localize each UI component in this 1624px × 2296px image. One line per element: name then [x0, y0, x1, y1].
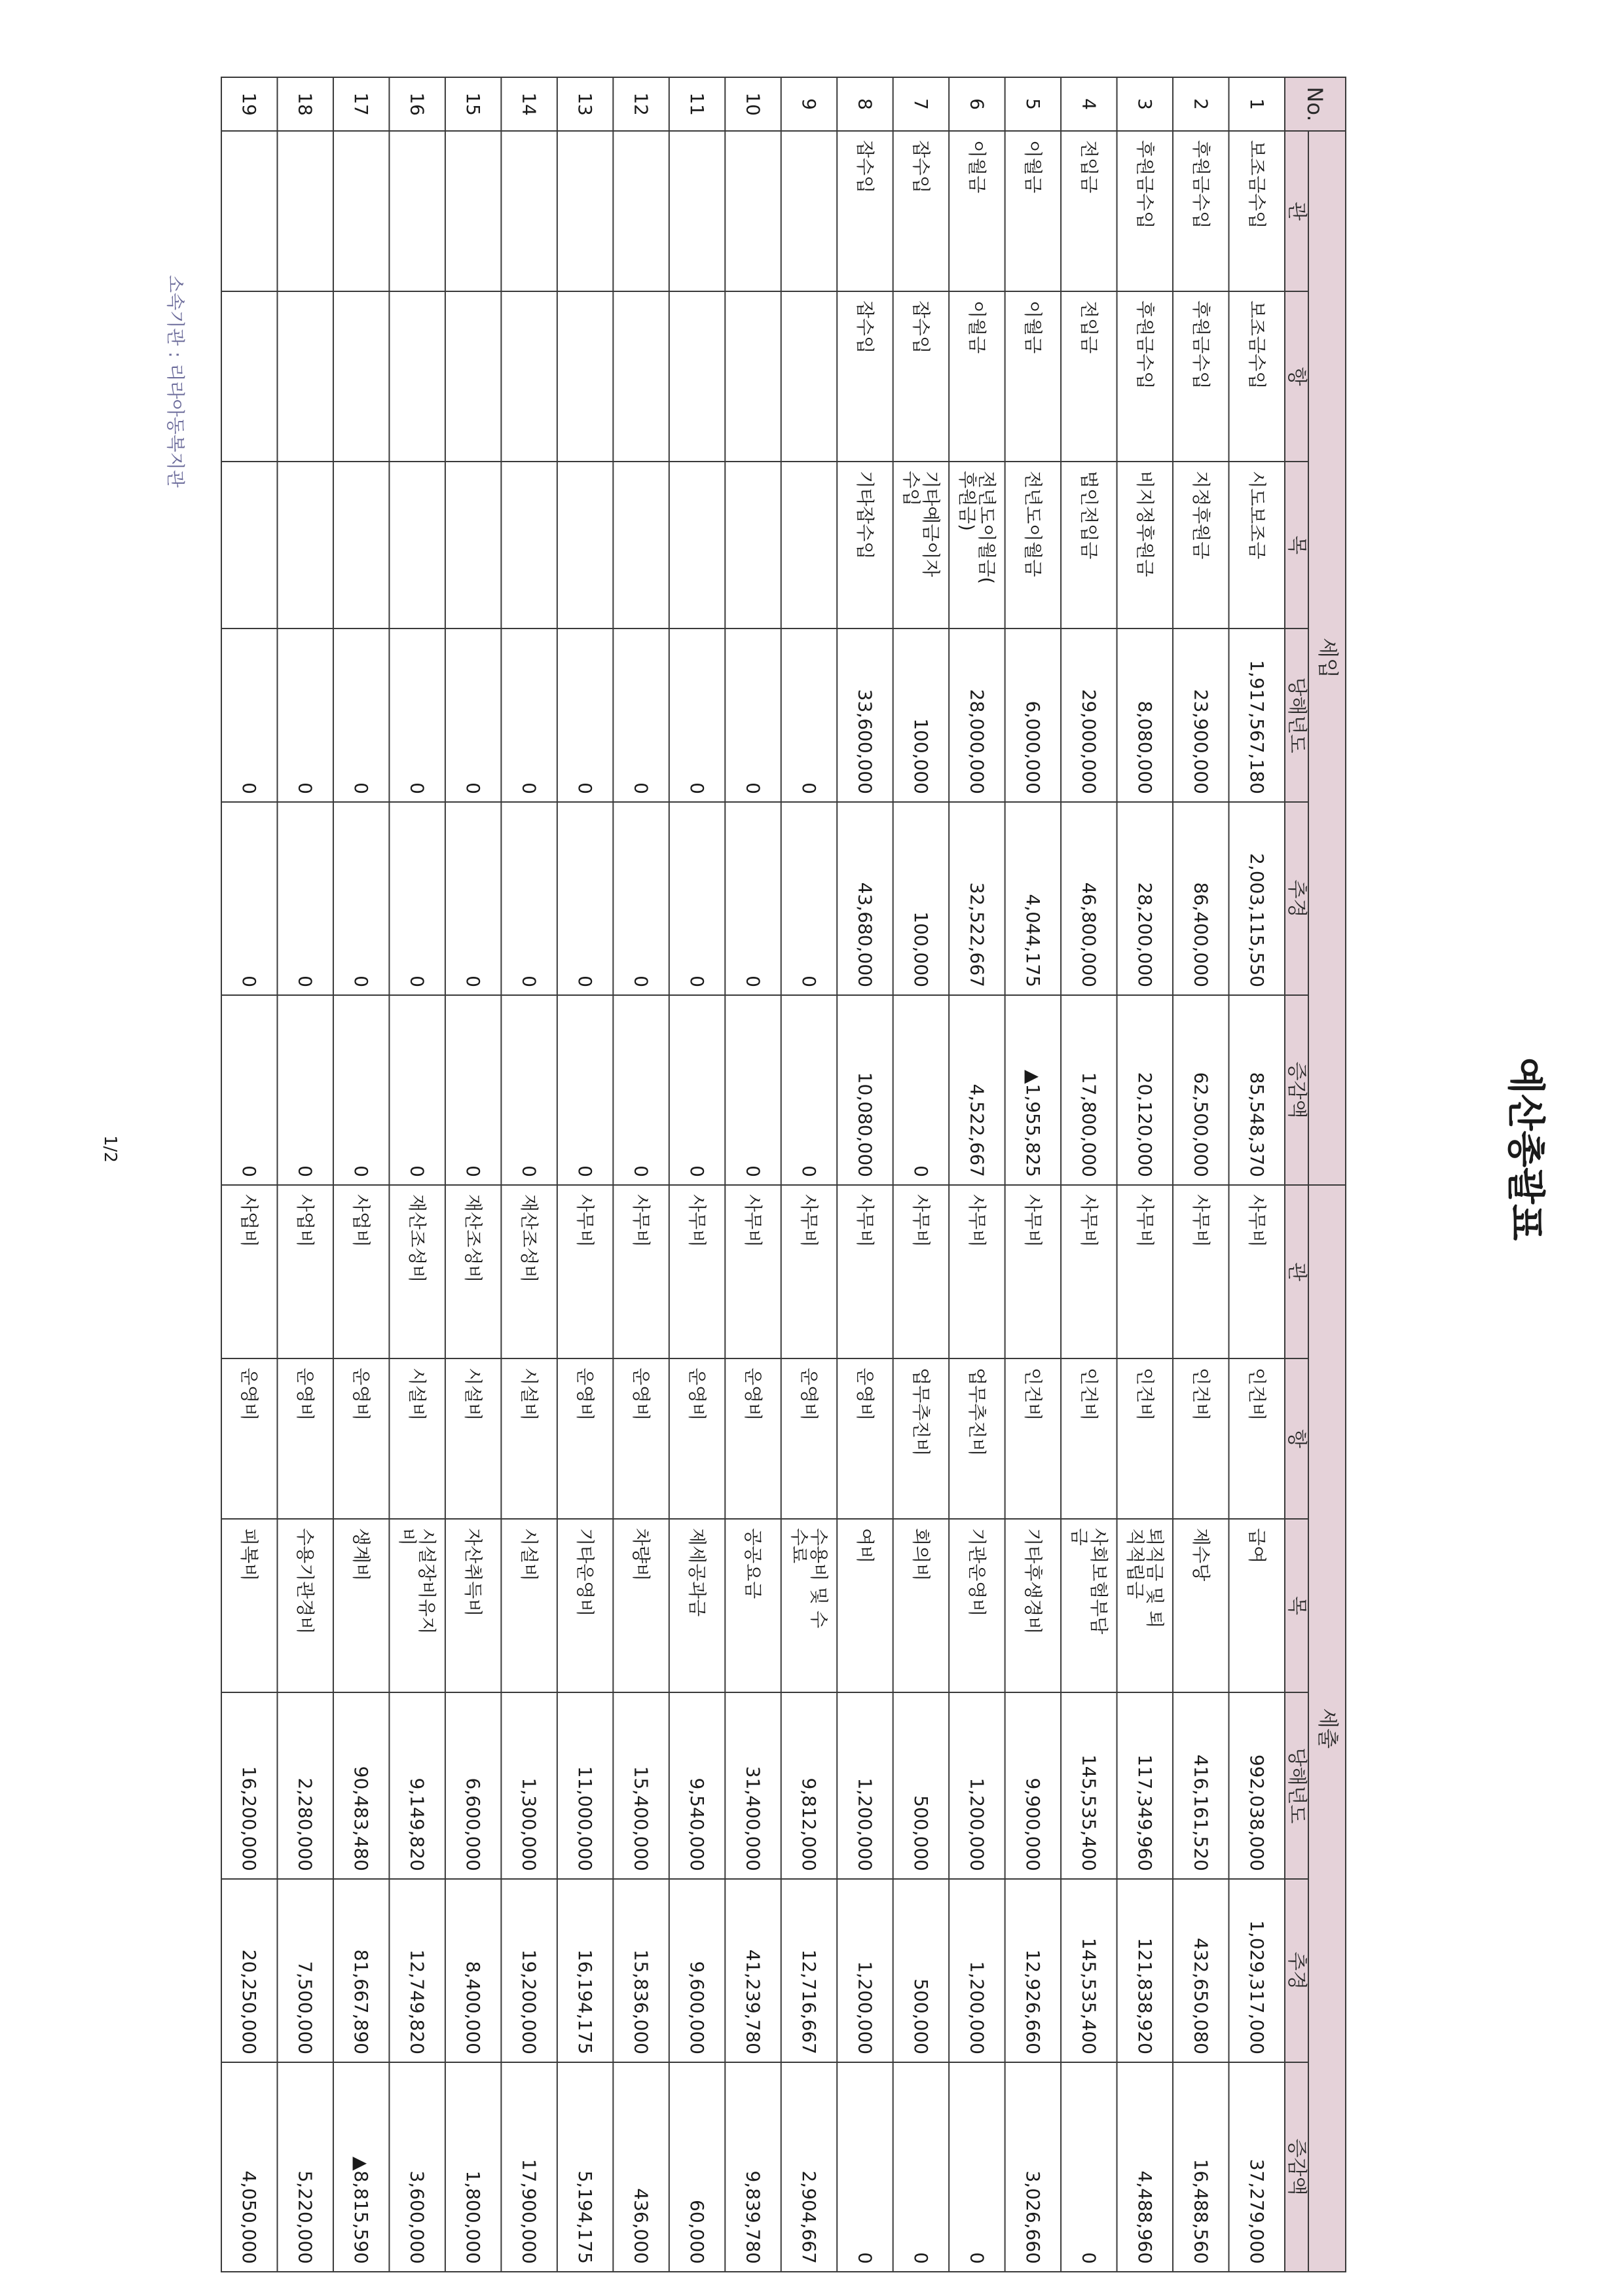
cell-in_sup: 0 — [686, 975, 709, 987]
header-expense-col: 관 — [1285, 1262, 1308, 1281]
row-number: 19 — [238, 92, 261, 116]
row-number: 9 — [798, 98, 820, 110]
cell-ex_gwan: 사업비 — [238, 1194, 261, 1248]
cell-in_mok: 후원금) — [956, 471, 978, 532]
cell-ex_hang: 인건비 — [1022, 1368, 1044, 1421]
cell-in_diff: 17,800,000 — [1078, 1072, 1100, 1177]
cell-ex_gwan: 재산조성비 — [462, 1194, 485, 1283]
cell-ex_mok: 비 — [396, 1528, 418, 1546]
cell-ex_cur: 9,540,000 — [686, 1777, 709, 1871]
row-number: 15 — [462, 92, 485, 116]
cell-in_hang: 보조금수입 — [1246, 301, 1268, 390]
table-row — [238, 92, 260, 2264]
cell-in_diff: 0 — [910, 1165, 932, 1177]
cell-in_gwan: 잡수입 — [854, 140, 876, 194]
cell-ex_hang: 운영비 — [294, 1368, 316, 1421]
cell-ex_cur: 117,349,960 — [1134, 1754, 1156, 1871]
header-expense-col: 항 — [1285, 1429, 1308, 1448]
cell-ex_gwan: 사무비 — [1022, 1194, 1044, 1248]
table-row — [1190, 98, 1211, 2264]
row-number: 16 — [406, 92, 428, 116]
cell-in_gwan: 잡수입 — [910, 140, 932, 194]
table-row — [1022, 98, 1044, 2264]
cell-in_cur: 100,000 — [910, 718, 932, 794]
table-row — [462, 92, 484, 2264]
cell-ex_mok: 수용기관경비 — [294, 1528, 316, 1635]
table-row — [631, 92, 652, 2264]
cell-in_gwan: 전입금 — [1078, 140, 1100, 194]
cell-in_hang: 후원금수입 — [1134, 301, 1156, 390]
cell-ex_sup: 1,200,000 — [966, 1961, 988, 2054]
cell-ex_diff: 4,488,960 — [1134, 2170, 1156, 2264]
cell-in_gwan: 후원금수입 — [1134, 140, 1156, 229]
cell-ex_mok: 제수당 — [1190, 1528, 1212, 1582]
cell-in_sup: 32,522,667 — [966, 882, 988, 987]
cell-ex_cur: 1,200,000 — [854, 1777, 876, 1871]
cell-ex_mok: 생계비 — [350, 1528, 373, 1582]
cell-in_cur: 28,000,000 — [966, 689, 988, 794]
cell-ex_mok: 급여 — [1246, 1528, 1268, 1564]
row-number: 6 — [966, 98, 988, 110]
cell-in_cur: 23,900,000 — [1190, 689, 1212, 794]
row-number: 11 — [686, 92, 709, 116]
cell-in_diff: 0 — [798, 1165, 820, 1177]
cell-ex_sup: 432,650,080 — [1190, 1937, 1212, 2054]
cell-in_cur: 0 — [406, 782, 428, 794]
cell-ex_gwan: 재산조성비 — [406, 1194, 428, 1283]
cell-ex_mok: 차량비 — [630, 1528, 652, 1582]
cell-ex_diff: 0 — [910, 2252, 932, 2264]
table-row — [788, 98, 830, 2264]
cell-in_diff: ▲1,955,825 — [1022, 1069, 1044, 1177]
cell-ex_hang: 운영비 — [686, 1368, 709, 1421]
cell-in_sup: 0 — [350, 975, 373, 987]
cell-in_sup: 0 — [294, 975, 316, 987]
cell-in_cur: 8,080,000 — [1134, 701, 1156, 794]
cell-ex_gwan: 사무비 — [742, 1194, 764, 1248]
cell-ex_hang: 업무추진비 — [910, 1368, 932, 1457]
cell-ex_gwan: 사무비 — [1190, 1194, 1212, 1248]
table-row — [686, 92, 708, 2264]
cell-in_mok: 수입 — [900, 471, 922, 507]
cell-in_mok: 전년도이월금 — [1022, 471, 1044, 577]
cell-in_cur: 0 — [574, 782, 597, 794]
row-number: 18 — [294, 92, 316, 116]
cell-in_cur: 33,600,000 — [854, 689, 876, 794]
cell-ex_cur: 31,400,000 — [742, 1766, 764, 1871]
row-number: 5 — [1022, 98, 1044, 110]
cell-ex_hang: 운영비 — [630, 1368, 652, 1421]
cell-in_hang: 이월금 — [966, 301, 988, 354]
cell-ex_cur: 9,149,820 — [406, 1777, 428, 1871]
cell-ex_sup: 12,926,660 — [1022, 1949, 1044, 2054]
cell-ex_cur: 90,483,480 — [350, 1766, 373, 1871]
cell-ex_cur: 15,400,000 — [630, 1766, 652, 1871]
cell-in_sup: 46,800,000 — [1078, 882, 1100, 987]
cell-ex_gwan: 사무비 — [1246, 1194, 1268, 1248]
header-expense-col: 목 — [1285, 1596, 1308, 1615]
cell-ex_mok: 퇴직금 및 퇴 — [1143, 1528, 1166, 1629]
cell-ex_hang: 인건비 — [1078, 1368, 1100, 1421]
header-no: No. — [1302, 86, 1327, 122]
cell-in_cur: 0 — [798, 782, 820, 794]
cell-in_sup: 4,044,175 — [1022, 894, 1044, 987]
cell-ex_hang: 인건비 — [1190, 1368, 1212, 1421]
row-number: 4 — [1078, 98, 1100, 110]
cell-ex_diff: 0 — [966, 2252, 988, 2264]
cell-ex_cur: 16,200,000 — [238, 1766, 261, 1871]
cell-in_cur: 0 — [686, 782, 709, 794]
cell-ex_gwan: 사무비 — [798, 1194, 820, 1248]
cell-ex_sup: 15,836,000 — [630, 1949, 652, 2054]
cell-ex_cur: 6,600,000 — [462, 1777, 485, 1871]
cell-in_mok: 지정후원금 — [1190, 471, 1212, 560]
header-income-col: 당해년도 — [1285, 677, 1308, 754]
cell-in_cur: 6,000,000 — [1022, 701, 1044, 794]
cell-ex_hang: 인건비 — [1134, 1368, 1156, 1421]
cell-ex_gwan: 사업비 — [350, 1194, 373, 1248]
cell-ex_cur: 145,535,400 — [1078, 1754, 1100, 1871]
cell-in_cur: 0 — [350, 782, 373, 794]
cell-ex_gwan: 재산조성비 — [518, 1194, 540, 1283]
cell-ex_mok: 공공요금 — [742, 1528, 764, 1599]
cell-in_diff: 20,120,000 — [1134, 1072, 1156, 1177]
cell-in_mok: 시도보조금 — [1246, 471, 1268, 560]
header-income-col: 목 — [1285, 536, 1308, 555]
cell-in_hang: 후원금수입 — [1190, 301, 1212, 390]
cell-in_gwan: 후원금수입 — [1190, 140, 1212, 229]
cell-in_hang: 이월금 — [1022, 301, 1044, 354]
row-number: 12 — [630, 92, 652, 116]
cell-ex_diff: 60,000 — [686, 2200, 709, 2264]
cell-ex_diff: 1,800,000 — [462, 2170, 485, 2264]
table-row — [519, 92, 540, 2264]
cell-in_mok: 전년도이월금( — [976, 471, 998, 585]
cell-in_gwan: 보조금수입 — [1246, 140, 1268, 229]
cell-in_sup: 0 — [462, 975, 485, 987]
table-row — [574, 92, 596, 2264]
cell-ex_mok: 사회보험부담 — [1088, 1528, 1110, 1635]
cell-in_sup: 0 — [406, 975, 428, 987]
cell-in_sup: 0 — [798, 975, 820, 987]
cell-ex_sup: 9,600,000 — [686, 1961, 709, 2054]
cell-in_diff: 0 — [518, 1165, 540, 1177]
header-income-group: 세입 — [1316, 638, 1340, 678]
cell-ex_mok: 기타후생경비 — [1022, 1528, 1044, 1635]
cell-in_cur: 0 — [294, 782, 316, 794]
table-row — [1124, 98, 1166, 2264]
header-band — [1285, 77, 1346, 2272]
header-income-col: 증감액 — [1285, 1061, 1308, 1119]
cell-ex_mok: 회의비 — [910, 1528, 932, 1582]
cell-ex_diff: 9,839,780 — [742, 2170, 764, 2264]
cell-in_mok: 기타예금이자 — [919, 471, 942, 577]
cell-in_diff: 0 — [294, 1165, 316, 1177]
cell-in_sup: 2,003,115,550 — [1246, 853, 1268, 987]
row-number: 3 — [1134, 98, 1156, 110]
cell-in_sup: 0 — [742, 975, 764, 987]
cell-in_diff: 0 — [630, 1165, 652, 1177]
cell-ex_gwan: 사무비 — [1078, 1194, 1100, 1248]
cell-ex_sup: 500,000 — [910, 1978, 932, 2054]
cell-in_diff: 85,548,370 — [1246, 1072, 1268, 1177]
header-income-col: 추경 — [1285, 879, 1308, 918]
cell-in_mok: 기타잡수입 — [854, 471, 876, 560]
cell-in_sup: 0 — [574, 975, 597, 987]
cell-in_diff: 0 — [462, 1165, 485, 1177]
cell-ex_gwan: 사무비 — [686, 1194, 709, 1248]
cell-in_cur: 1,917,567,180 — [1246, 660, 1268, 794]
cell-in_diff: 10,080,000 — [854, 1072, 876, 1177]
cell-in_sup: 0 — [630, 975, 652, 987]
cell-ex_sup: 20,250,000 — [238, 1949, 261, 2054]
cell-ex_mok: 시설비 — [518, 1528, 540, 1582]
page-number: 1/2 — [100, 1135, 120, 1163]
cell-ex_mok: 피복비 — [238, 1528, 261, 1582]
cell-ex_cur: 2,280,000 — [294, 1777, 316, 1871]
cell-ex_hang: 시설비 — [462, 1368, 485, 1421]
cell-ex_hang: 업무추진비 — [966, 1368, 988, 1457]
table-row — [854, 98, 876, 2264]
table-row — [1068, 98, 1109, 2264]
cell-ex_sup: 12,749,820 — [406, 1949, 428, 2054]
table-row — [743, 92, 764, 2264]
cell-in_diff: 0 — [238, 1165, 261, 1177]
cell-in_hang: 잡수입 — [910, 301, 932, 354]
cell-ex_mok: 자산취득비 — [462, 1528, 485, 1617]
cell-ex_cur: 992,038,000 — [1246, 1754, 1268, 1871]
cell-ex_cur: 1,300,000 — [518, 1777, 540, 1871]
table-row — [900, 98, 942, 2264]
cell-ex_gwan: 사무비 — [1134, 1194, 1156, 1248]
cell-ex_mok: 여비 — [854, 1528, 876, 1564]
row-number: 10 — [742, 92, 764, 116]
table-row — [295, 92, 316, 2264]
cell-in_diff: 4,522,667 — [966, 1084, 988, 1177]
cell-in_sup: 86,400,000 — [1190, 882, 1212, 987]
cell-ex_diff: 17,900,000 — [518, 2159, 540, 2264]
header-income-col: 항 — [1285, 367, 1308, 386]
cell-ex_diff: 5,194,175 — [574, 2170, 597, 2264]
cell-ex_diff: 3,600,000 — [406, 2170, 428, 2264]
cell-in_diff: 62,500,000 — [1190, 1072, 1212, 1177]
cell-ex_mok: 직적립금 — [1124, 1528, 1146, 1599]
cell-ex_hang: 운영비 — [574, 1368, 597, 1421]
cell-in_sup: 0 — [518, 975, 540, 987]
footer-agency: 소속기관 : 리라아동복지관 — [164, 275, 187, 488]
cell-in_cur: 0 — [742, 782, 764, 794]
cell-ex_diff: 4,050,000 — [238, 2170, 261, 2264]
header-expense-col: 당해년도 — [1285, 1747, 1308, 1824]
table-border — [221, 77, 1346, 2272]
cell-ex_diff: ▲8,815,590 — [350, 2156, 373, 2264]
cell-in_mok: 비지정후원금 — [1134, 471, 1156, 577]
cell-ex_mok: 기타운영비 — [574, 1528, 597, 1617]
cell-ex_gwan: 사업비 — [294, 1194, 316, 1248]
cell-ex_sup: 121,838,920 — [1134, 1937, 1156, 2054]
cell-in_sup: 28,200,000 — [1134, 882, 1156, 987]
cell-ex_mok: 수용비 및 수 — [807, 1528, 830, 1629]
cell-ex_diff: 16,488,560 — [1190, 2159, 1212, 2264]
table-row — [1246, 98, 1268, 2264]
cell-ex_diff: 0 — [1078, 2252, 1100, 2264]
cell-ex_gwan: 사무비 — [574, 1194, 597, 1248]
cell-ex_cur: 416,161,520 — [1190, 1754, 1212, 1871]
cell-ex_gwan: 사무비 — [854, 1194, 876, 1248]
cell-in_cur: 0 — [518, 782, 540, 794]
cell-ex_mok: 시설장비유지 — [416, 1528, 438, 1635]
cell-ex_diff: 5,220,000 — [294, 2170, 316, 2264]
header-expense-col: 증감액 — [1285, 2138, 1308, 2196]
cell-in_gwan: 이월금 — [966, 140, 988, 194]
table-grid — [221, 77, 1346, 2272]
cell-ex_cur: 1,200,000 — [966, 1777, 988, 1871]
cell-ex_diff: 2,904,667 — [798, 2170, 820, 2264]
cell-ex_hang: 인건비 — [1246, 1368, 1268, 1421]
cell-ex_sup: 81,667,890 — [350, 1949, 373, 2054]
cell-ex_diff: 436,000 — [630, 2188, 652, 2264]
cell-ex_sup: 145,535,400 — [1078, 1937, 1100, 2054]
cell-ex_gwan: 사무비 — [910, 1194, 932, 1248]
cell-ex_mok: 제세공과금 — [686, 1528, 709, 1617]
row-number: 1 — [1246, 98, 1268, 110]
row-number: 17 — [350, 92, 373, 116]
cell-in_cur: 0 — [238, 782, 261, 794]
table-row — [956, 98, 997, 2264]
page-title: 예산총괄표 — [1504, 1057, 1548, 1241]
cell-ex_hang: 시설비 — [518, 1368, 540, 1421]
cell-ex_hang: 시설비 — [406, 1368, 428, 1421]
row-number: 13 — [574, 92, 597, 116]
cell-in_cur: 0 — [630, 782, 652, 794]
row-number: 7 — [910, 98, 932, 110]
cell-ex_hang: 운영비 — [350, 1368, 373, 1421]
table-row — [397, 92, 438, 2264]
cell-ex_sup: 12,716,667 — [798, 1949, 820, 2054]
cell-ex_cur: 9,812,000 — [798, 1777, 820, 1871]
cell-in_diff: 0 — [574, 1165, 597, 1177]
cell-ex_hang: 운영비 — [742, 1368, 764, 1421]
cell-in_hang: 잡수입 — [854, 301, 876, 354]
row-number: 8 — [854, 98, 876, 110]
table-row — [350, 92, 372, 2264]
cell-ex_sup: 19,200,000 — [518, 1949, 540, 2054]
cell-ex_cur: 11,000,000 — [574, 1766, 597, 1871]
header-expense-col: 추경 — [1285, 1952, 1308, 1990]
cell-ex_diff: 0 — [854, 2252, 876, 2264]
cell-ex_gwan: 사무비 — [630, 1194, 652, 1248]
cell-in_cur: 0 — [462, 782, 485, 794]
cell-ex_cur: 9,900,000 — [1022, 1777, 1044, 1871]
cell-in_gwan: 이월금 — [1022, 140, 1044, 194]
cell-ex_hang: 운영비 — [798, 1368, 820, 1421]
cell-ex_sup: 8,400,000 — [462, 1961, 485, 2054]
cell-ex_hang: 운영비 — [238, 1368, 261, 1421]
cell-in_diff: 0 — [686, 1165, 709, 1177]
cell-ex_sup: 7,500,000 — [294, 1961, 316, 2054]
cell-ex_mok: 수료 — [788, 1528, 810, 1564]
header-expense-group: 세출 — [1316, 1708, 1340, 1749]
cell-in_cur: 29,000,000 — [1078, 689, 1100, 794]
cell-ex_diff: 37,279,000 — [1246, 2159, 1268, 2264]
cell-ex_mok: 기관운영비 — [966, 1528, 988, 1617]
cell-in_sup: 100,000 — [910, 911, 932, 987]
cell-in_hang: 전입금 — [1078, 301, 1100, 354]
header-income-col: 관 — [1285, 202, 1308, 221]
cell-in_diff: 0 — [742, 1165, 764, 1177]
cell-ex_sup: 41,239,780 — [742, 1949, 764, 2054]
cell-ex_sup: 16,194,175 — [574, 1949, 597, 2054]
row-number: 2 — [1190, 98, 1212, 110]
cell-ex_sup: 1,029,317,000 — [1246, 1920, 1268, 2054]
cell-in_sup: 0 — [238, 975, 261, 987]
cell-ex_cur: 500,000 — [910, 1795, 932, 1871]
cell-ex_hang: 운영비 — [854, 1368, 876, 1421]
cell-ex_sup: 1,200,000 — [854, 1961, 876, 2054]
cell-ex_mok: 금 — [1068, 1528, 1090, 1546]
cell-ex_gwan: 사무비 — [966, 1194, 988, 1248]
cell-in_diff: 0 — [406, 1165, 428, 1177]
row-number: 14 — [518, 92, 540, 116]
cell-ex_diff: 3,026,660 — [1022, 2170, 1044, 2264]
cell-in_diff: 0 — [350, 1165, 373, 1177]
cell-in_mok: 법인전입금 — [1078, 471, 1100, 560]
cell-in_sup: 43,680,000 — [854, 882, 876, 987]
